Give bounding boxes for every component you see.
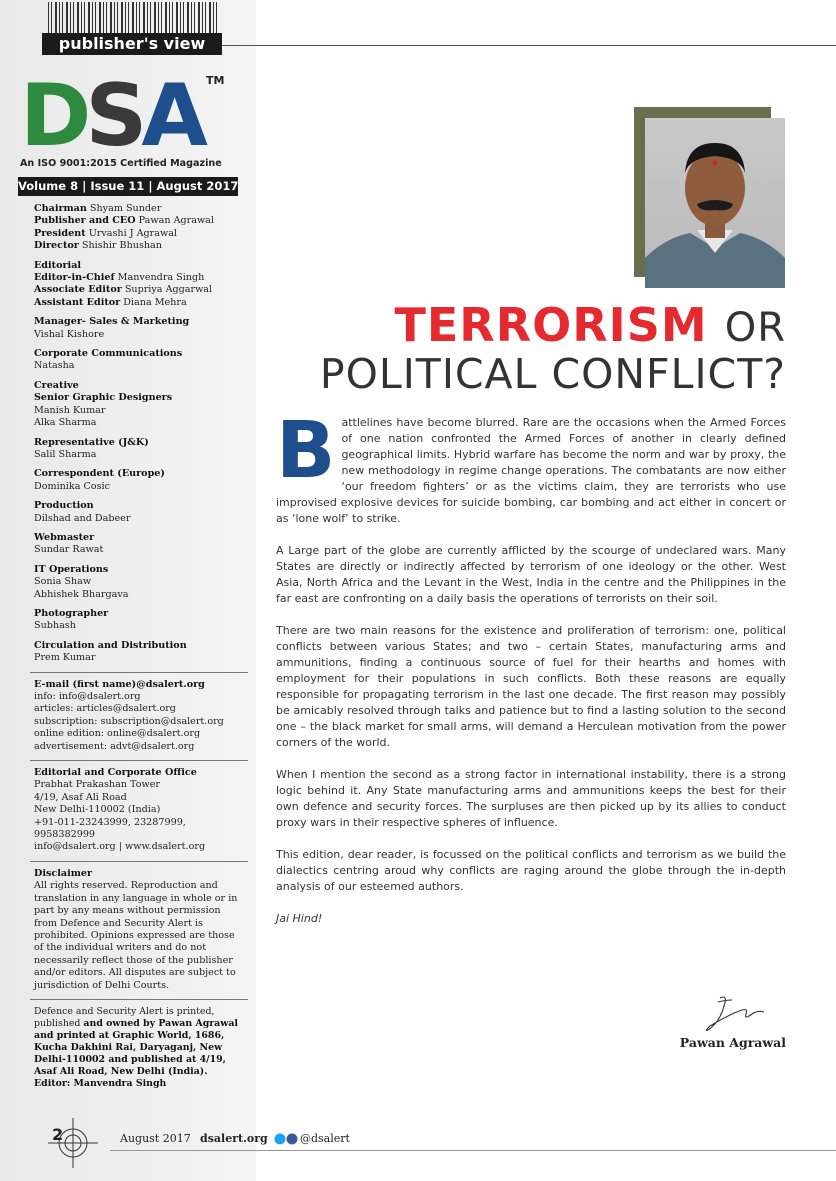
credit-name: Dominika Cosic (34, 480, 110, 492)
footer-social: @dsalert (274, 1128, 350, 1150)
contact-line: articles: articles@dsalert.org (34, 703, 176, 715)
credit-line: Publisher and CEO Pawan Agrawal (34, 215, 214, 227)
credit-section-title: Corporate Communications (34, 348, 183, 360)
credit-name: Manish Kumar (34, 404, 106, 416)
article-body (276, 406, 786, 943)
logo-letter-a: A (141, 66, 202, 166)
headline-or: OR (724, 305, 786, 351)
iso-tagline: An ISO 9001:2015 Certified Magazine (20, 158, 222, 169)
divider (30, 672, 248, 673)
disclaimer-title: Disclaimer (34, 867, 93, 879)
office-line: 4/19, Asaf Ali Road (34, 791, 127, 803)
office-line: New Delhi-110002 (India) (34, 804, 161, 816)
credit-line: Assistant Editor Diana Mehra (34, 296, 187, 308)
divider (30, 999, 248, 1000)
drop-cap: B (276, 406, 336, 496)
credit-subsection-title: Senior Graphic Designers (34, 392, 173, 404)
contact-line: subscription: subscription@dsalert.org (34, 715, 224, 727)
paragraph: A Large part of the globe are currently afflicted by the scourge of undeclared wars. Many States are directly or indirectly affected by terrorism of one ideology or the other. West Asia, North Africa and the Levant in the West, India in the centre and the Philippines in the far east are confronting on a daily basis the operations of terrorists on their soil. (276, 544, 786, 605)
footer-rule (110, 1150, 836, 1151)
issue-date: August 2017 (156, 179, 239, 193)
disclaimer-text: All rights reserved. Reproduction and translation in any language in whole or in part by any means without permission from Defence and Security Alert is prohibited. Opinions expressed are those of the individual writers and do not necessarily reflect those of the publisher and/or editors. All disputes are subject to jurisdiction of Delhi Courts. (34, 880, 238, 991)
credit-line: Chairman Shyam Sunder (34, 203, 162, 214)
footer-date: August 2017 (120, 1132, 191, 1145)
office-title: Editorial and Corporate Office (34, 767, 197, 779)
credit-name: Prem Kumar (34, 652, 96, 664)
paragraph: Battlelines have become blurred. Rare are the occasions when the Armed Forces of one nation confronted the Armed Forces of another in clearly defined geographical limits. Hybrid warfare has become the norm and war by proxy, the new methodology in regime change operations. The combatants are now either ‘our freedom fighters’ or as the victims claim, they are terrorists who use improvised explosive devices for suicide bombing, car bombing and act either in concert or as ‘lone wolf’ to strike. (276, 406, 786, 525)
credit-section-title: Correspondent (Europe) (34, 468, 165, 480)
barcode-graphic (48, 2, 218, 34)
portrait-image (645, 118, 785, 288)
credit-name: Subhash (34, 620, 76, 632)
credit-section-title: Manager- Sales & Marketing (34, 316, 190, 328)
credit-section-title: Production (34, 500, 94, 512)
masthead-credits (34, 203, 242, 1090)
signature-name: Pawan Agrawal (679, 1035, 786, 1050)
credit-name: Dilshad and Dabeer (34, 512, 131, 524)
header-rule (222, 45, 836, 46)
paragraph: There are two main reasons for the existence and proliferation of terrorism: one, political conflicts between various States; and two – certain States, manufacturing arms and ammunitions, finding a continuous source of fuel for their hearths and homes with employment for their populations in such conflicts. Both these reasons are equally responsible for propagating terrorism in the last one decade. The first reason may possibly be amicably resolved through talks and patience but to find a lasting solution to the second one – the black market for small arms, will demand a Herculean motivation from the power corners of the world. (276, 624, 786, 749)
footer-site: dsalert.org (200, 1132, 268, 1145)
credit-name: Sundar Rawat (34, 544, 104, 556)
issue-separator: | (82, 179, 87, 193)
paragraph: This edition, dear reader, is focussed on the political conflicts and terrorism as we build the dialectics centring aroud why conflicts are raging around the globe through the in-depth analysis of our esteemed authors. (276, 848, 786, 893)
credit-line: Director Shishir Bhushan (34, 240, 162, 252)
credit-section-title: Circulation and Distribution (34, 639, 187, 651)
credit-name: Abhishek Bhargava (34, 588, 129, 600)
office-block (34, 767, 242, 854)
headline-red: TERRORISM (394, 298, 708, 352)
contact-line: advertisement: advt@dsalert.org (34, 740, 195, 752)
printer-credit: Defence and Security Alert is printed, published and owned by Pawan Agrawal and printed at Graphic World, 1686, Kucha Dakhini Rai, Daryaganj, New Delhi-110002 and published at 4/19, Asaf Ali Road, New Delhi (India). Editor: Manvendra Singh (34, 1005, 238, 1089)
divider (30, 760, 248, 761)
credit-section-title: IT Operations (34, 563, 109, 575)
trademark-mark: TM (206, 74, 225, 87)
credit-section-title: Photographer (34, 607, 109, 619)
logo-letter-s: S (85, 66, 142, 166)
office-line: 9958382999 (34, 829, 96, 841)
article-headline (319, 298, 786, 398)
contact-title: E-mail (first name)@dsalert.org (34, 678, 205, 690)
divider (30, 861, 248, 862)
credit-name: Natasha (34, 360, 75, 372)
credit-section-title: Representative (J&K) (34, 436, 149, 448)
headline-line2: POLITICAL CONFLICT? (319, 350, 786, 398)
social-icons (274, 1133, 300, 1145)
credit-line: Associate Editor Supriya Aggarwal (34, 284, 213, 296)
credit-line: President Urvashi J Agrawal (34, 227, 177, 239)
credit-name: Sonia Shaw (34, 576, 92, 588)
author-photo (645, 118, 785, 288)
section-label: publisher's view (42, 33, 222, 55)
issue-separator: | (148, 179, 153, 193)
contact-block (34, 679, 242, 753)
disclaimer-block (34, 868, 242, 992)
credit-name: Alka Sharma (34, 417, 97, 429)
credit-name: Salil Sharma (34, 448, 97, 460)
logo-letter-d: D (20, 66, 86, 166)
contact-line: online edition: online@dsalert.org (34, 728, 201, 740)
credit-section-title: Webmaster (34, 531, 95, 543)
credit-line: Editor-in-Chief Manvendra Singh (34, 272, 205, 284)
contact-line: info: info@dsalert.org (34, 691, 141, 702)
credit-section-title: Creative (34, 379, 79, 391)
page-number: 2 (52, 1125, 64, 1144)
issue-label: Issue 11 (90, 179, 145, 193)
paragraph: When I mention the second as a strong factor in international instability, there is a strong logic behind it. Any State manufacturing arms and ammunitions keeps the best for their own defence and security forces. The surpluses are then picked up by its allies to conduct proxy wars in their respective spheres of influence. (276, 768, 786, 829)
credit-name: Vishal Kishore (34, 328, 105, 340)
office-line: info@dsalert.org | www.dsalert.org (34, 841, 206, 853)
issue-bar (18, 177, 238, 196)
volume-label: Volume 8 (18, 179, 79, 193)
credit-section-title: Editorial (34, 259, 82, 271)
closing-line: Jai Hind! (276, 912, 323, 925)
office-line: Prabhat Prakashan Tower (34, 779, 160, 791)
office-line: +91-011-23243999, 23287999, (34, 816, 186, 828)
signature-image (700, 990, 770, 1035)
